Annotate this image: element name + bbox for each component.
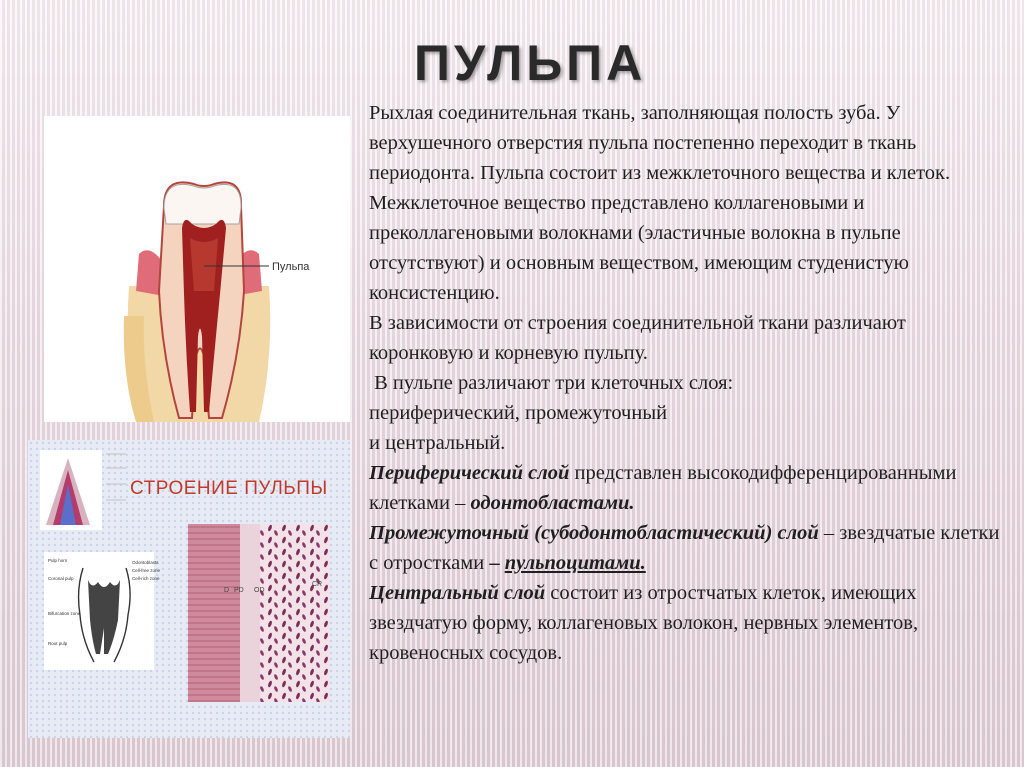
diagram-label: Odontoblasts xyxy=(132,560,159,565)
diagram-label: Pulp horn xyxy=(48,558,68,563)
micro-label: D xyxy=(224,587,230,594)
term-central: Центральный слой xyxy=(369,582,546,604)
diagram-label: Cell-rich zone xyxy=(132,576,160,581)
intermediate-dash: – xyxy=(489,552,505,574)
paragraph-central xyxy=(369,578,1009,668)
diagram-label: Coronal pulp xyxy=(48,576,74,581)
paragraph-layers xyxy=(369,368,1009,458)
slide-title: ПУЛЬПА xyxy=(414,35,647,91)
micro-label: PD xyxy=(234,587,244,594)
intermediate-text: – звездчатые клетки с отростками xyxy=(369,522,1000,574)
diagram-label: Root pulp xyxy=(48,641,68,646)
tooth-image xyxy=(44,116,350,422)
micro-label: OD xyxy=(254,587,265,594)
term-pulpocytes: пульпоцитами. xyxy=(504,552,646,574)
paragraph-definition: Рыхлая соединительная ткань, заполняющая полость зуба. У верхушечного отверстия пульпа постепенно переходит в ткань периодонта. Пульпа состоит из межклеточного вещества и клеток. Межклеточное вещество представлено коллагеновыми и преколлагеновыми волокнами (эластичные волокна в пульпе отсутствуют) и основным веществом, имеющим студенистую консистенцию. xyxy=(369,102,951,304)
diagram-label: Cell-free zone xyxy=(132,568,161,573)
tooth-cross-section-icon xyxy=(44,116,350,422)
pulp-structure-title: СТРОЕНИЕ ПУЛЬПЫ xyxy=(130,478,328,499)
central-text: состоит из отростчатых клеток, имеющих звездчатую форму, коллагеновых волокон, нервных элементов, кровеносных сосудов. xyxy=(369,582,919,664)
micro-label: CR xyxy=(312,581,323,588)
layers-line-3: и центральный. xyxy=(369,432,506,454)
paragraph-peripheral xyxy=(369,458,1009,518)
layers-line-1: В пульпе различают три клеточных слоя: xyxy=(369,372,734,394)
term-peripheral: Периферический слой xyxy=(369,462,570,484)
slide-body-text xyxy=(369,98,1009,668)
peripheral-text: представлен высокодифференцированными клетками – xyxy=(369,462,957,514)
diagram-label: Bifurcation zone xyxy=(48,611,81,616)
term-intermediate: Промежуточный (субодонтобластический) слой xyxy=(369,522,819,544)
paragraph-types: В зависимости от строения соединительной ткани различают коронковую и корневую пульпу. xyxy=(369,312,906,364)
term-odontoblasts: одонтобластами. xyxy=(470,492,635,514)
paragraph-intermediate xyxy=(369,518,1009,578)
pulp-label: Пульпа xyxy=(272,261,310,273)
layers-line-2: периферический, промежуточный xyxy=(369,402,668,424)
